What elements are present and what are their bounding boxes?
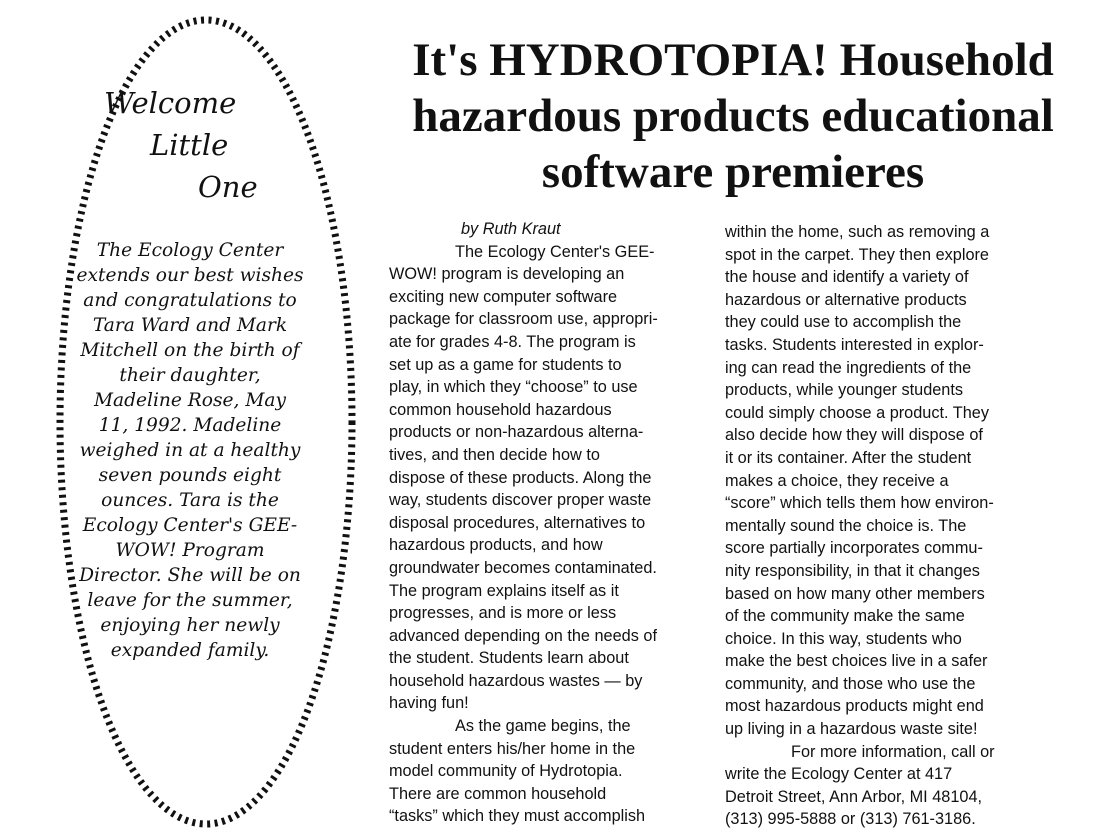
body-line: based on how many other members: [725, 584, 985, 603]
body-line: nity responsibility, in that it changes: [725, 561, 980, 580]
body-line: most hazardous products might end: [725, 697, 984, 716]
body-line: progresses, and is more or less: [389, 604, 617, 623]
body-line: student enters his/her home in the: [389, 739, 636, 758]
body-line: package for classroom use, appropri-: [389, 310, 658, 329]
body-line: could simply choose a product. They: [725, 403, 989, 422]
body-line: it or its container. After the student: [725, 448, 972, 467]
sidebar-text-line: Tara Ward and Mark: [92, 315, 288, 336]
body-line: household hazardous wastes — by: [389, 671, 643, 690]
sidebar-text-line: Madeline Rose, May: [93, 390, 286, 411]
sidebar-text-line: The Ecology Center: [96, 240, 284, 261]
body-line: the student. Students learn about: [389, 649, 629, 668]
body-line: disposal procedures, alternatives to: [389, 513, 646, 532]
body-line: tasks. Students interested in explor-: [725, 335, 984, 354]
body-line: ing can read the ingredients of the: [725, 358, 972, 377]
sidebar-heading-line: Little: [150, 128, 229, 162]
body-line: (313) 995-5888 or (313) 761-3186.: [725, 810, 976, 829]
body-line: ate for grades 4-8. The program is: [389, 332, 636, 351]
headline-line: It's HYDROTOPIA! Household: [412, 34, 1054, 86]
body-line: they could use to accomplish the: [725, 313, 962, 332]
sidebar-text-line: Ecology Center's GEE-: [82, 515, 298, 536]
body-line: For more information, call or: [791, 742, 995, 761]
sidebar-text-line: ounces. Tara is the: [101, 490, 279, 511]
body-line: There are common household: [389, 784, 607, 803]
article-column-2: [725, 221, 1055, 831]
body-line: WOW! program is developing an: [389, 265, 625, 284]
body-line: common household hazardous: [389, 400, 612, 419]
body-line: also decide how they will dispose of: [725, 426, 983, 445]
body-line: model community of Hydrotopia.: [389, 762, 623, 781]
welcome-sidebar: [70, 82, 310, 663]
body-line: spot in the carpet. They then explore: [725, 245, 989, 264]
article-headline: [388, 32, 1078, 200]
sidebar-text-line: and congratulations to: [83, 290, 297, 311]
sidebar-text-line: seven pounds eight: [98, 465, 282, 486]
body-line: way, students discover proper waste: [389, 491, 652, 510]
sidebar-text-line: extends our best wishes: [76, 265, 304, 286]
body-line: advanced depending on the needs of: [389, 626, 657, 645]
sidebar-text-line: their daughter,: [119, 365, 261, 386]
sidebar-text-line: 11, 1992. Madeline: [98, 415, 282, 436]
body-line: write the Ecology Center at 417: [725, 765, 953, 784]
article-column-1: [389, 218, 709, 828]
body-line: The Ecology Center's GEE-: [455, 242, 655, 261]
body-line: dispose of these products. Along the: [389, 468, 652, 487]
body-line: “tasks” which they must accomplish: [389, 807, 646, 826]
body-line: products, while younger students: [725, 381, 964, 400]
body-line: community, and those who use the: [725, 674, 976, 693]
sidebar-text-line: enjoying her newly: [100, 615, 280, 636]
body-line: the house and identify a variety of: [725, 268, 969, 287]
sidebar-text-line: leave for the summer,: [87, 590, 293, 611]
headline-line: hazardous products educational: [412, 90, 1054, 142]
body-line: score partially incorporates commu-: [725, 539, 983, 558]
sidebar-heading-line: One: [198, 170, 258, 204]
sidebar-text-line: Director. She will be on: [79, 565, 301, 586]
headline-line: software premieres: [541, 146, 925, 198]
body-line: Detroit Street, Ann Arbor, MI 48104,: [725, 787, 983, 806]
body-line: “score” which tells them how environ-: [725, 494, 994, 513]
body-line: play, in which they “choose” to use: [389, 378, 638, 397]
body-line: make the best choices live in a safer: [725, 652, 988, 671]
body-line: exciting new computer software: [389, 287, 618, 306]
sidebar-text-line: expanded family.: [110, 640, 270, 661]
body-line: having fun!: [389, 694, 469, 713]
sidebar-text-line: Mitchell on the birth of: [80, 340, 300, 361]
sidebar-text-line: weighed in at a healthy: [79, 440, 301, 461]
body-line: choice. In this way, students who: [725, 629, 962, 648]
sidebar-announcement: [70, 238, 310, 663]
body-line: tives, and then decide how to: [389, 445, 600, 464]
body-line: set up as a game for students to: [389, 355, 622, 374]
sidebar-heading-line: Welcome: [104, 86, 237, 120]
body-line: within the home, such as removing a: [725, 223, 990, 241]
body-line: The program explains itself as it: [389, 581, 619, 600]
sidebar-text-line: WOW! Program: [115, 540, 265, 561]
body-line: up living in a hazardous waste site!: [725, 720, 978, 739]
body-line: of the community make the same: [725, 607, 965, 626]
body-line: groundwater becomes contaminated.: [389, 558, 657, 577]
body-line: hazardous products, and how: [389, 536, 603, 555]
body-line: makes a choice, they receive a: [725, 471, 949, 490]
body-line: hazardous or alternative products: [725, 290, 967, 309]
body-line: As the game begins, the: [455, 717, 631, 736]
body-line: products or non-hazardous alterna-: [389, 423, 644, 442]
body-line: mentally sound the choice is. The: [725, 516, 967, 535]
article-byline: by Ruth Kraut: [461, 220, 561, 238]
